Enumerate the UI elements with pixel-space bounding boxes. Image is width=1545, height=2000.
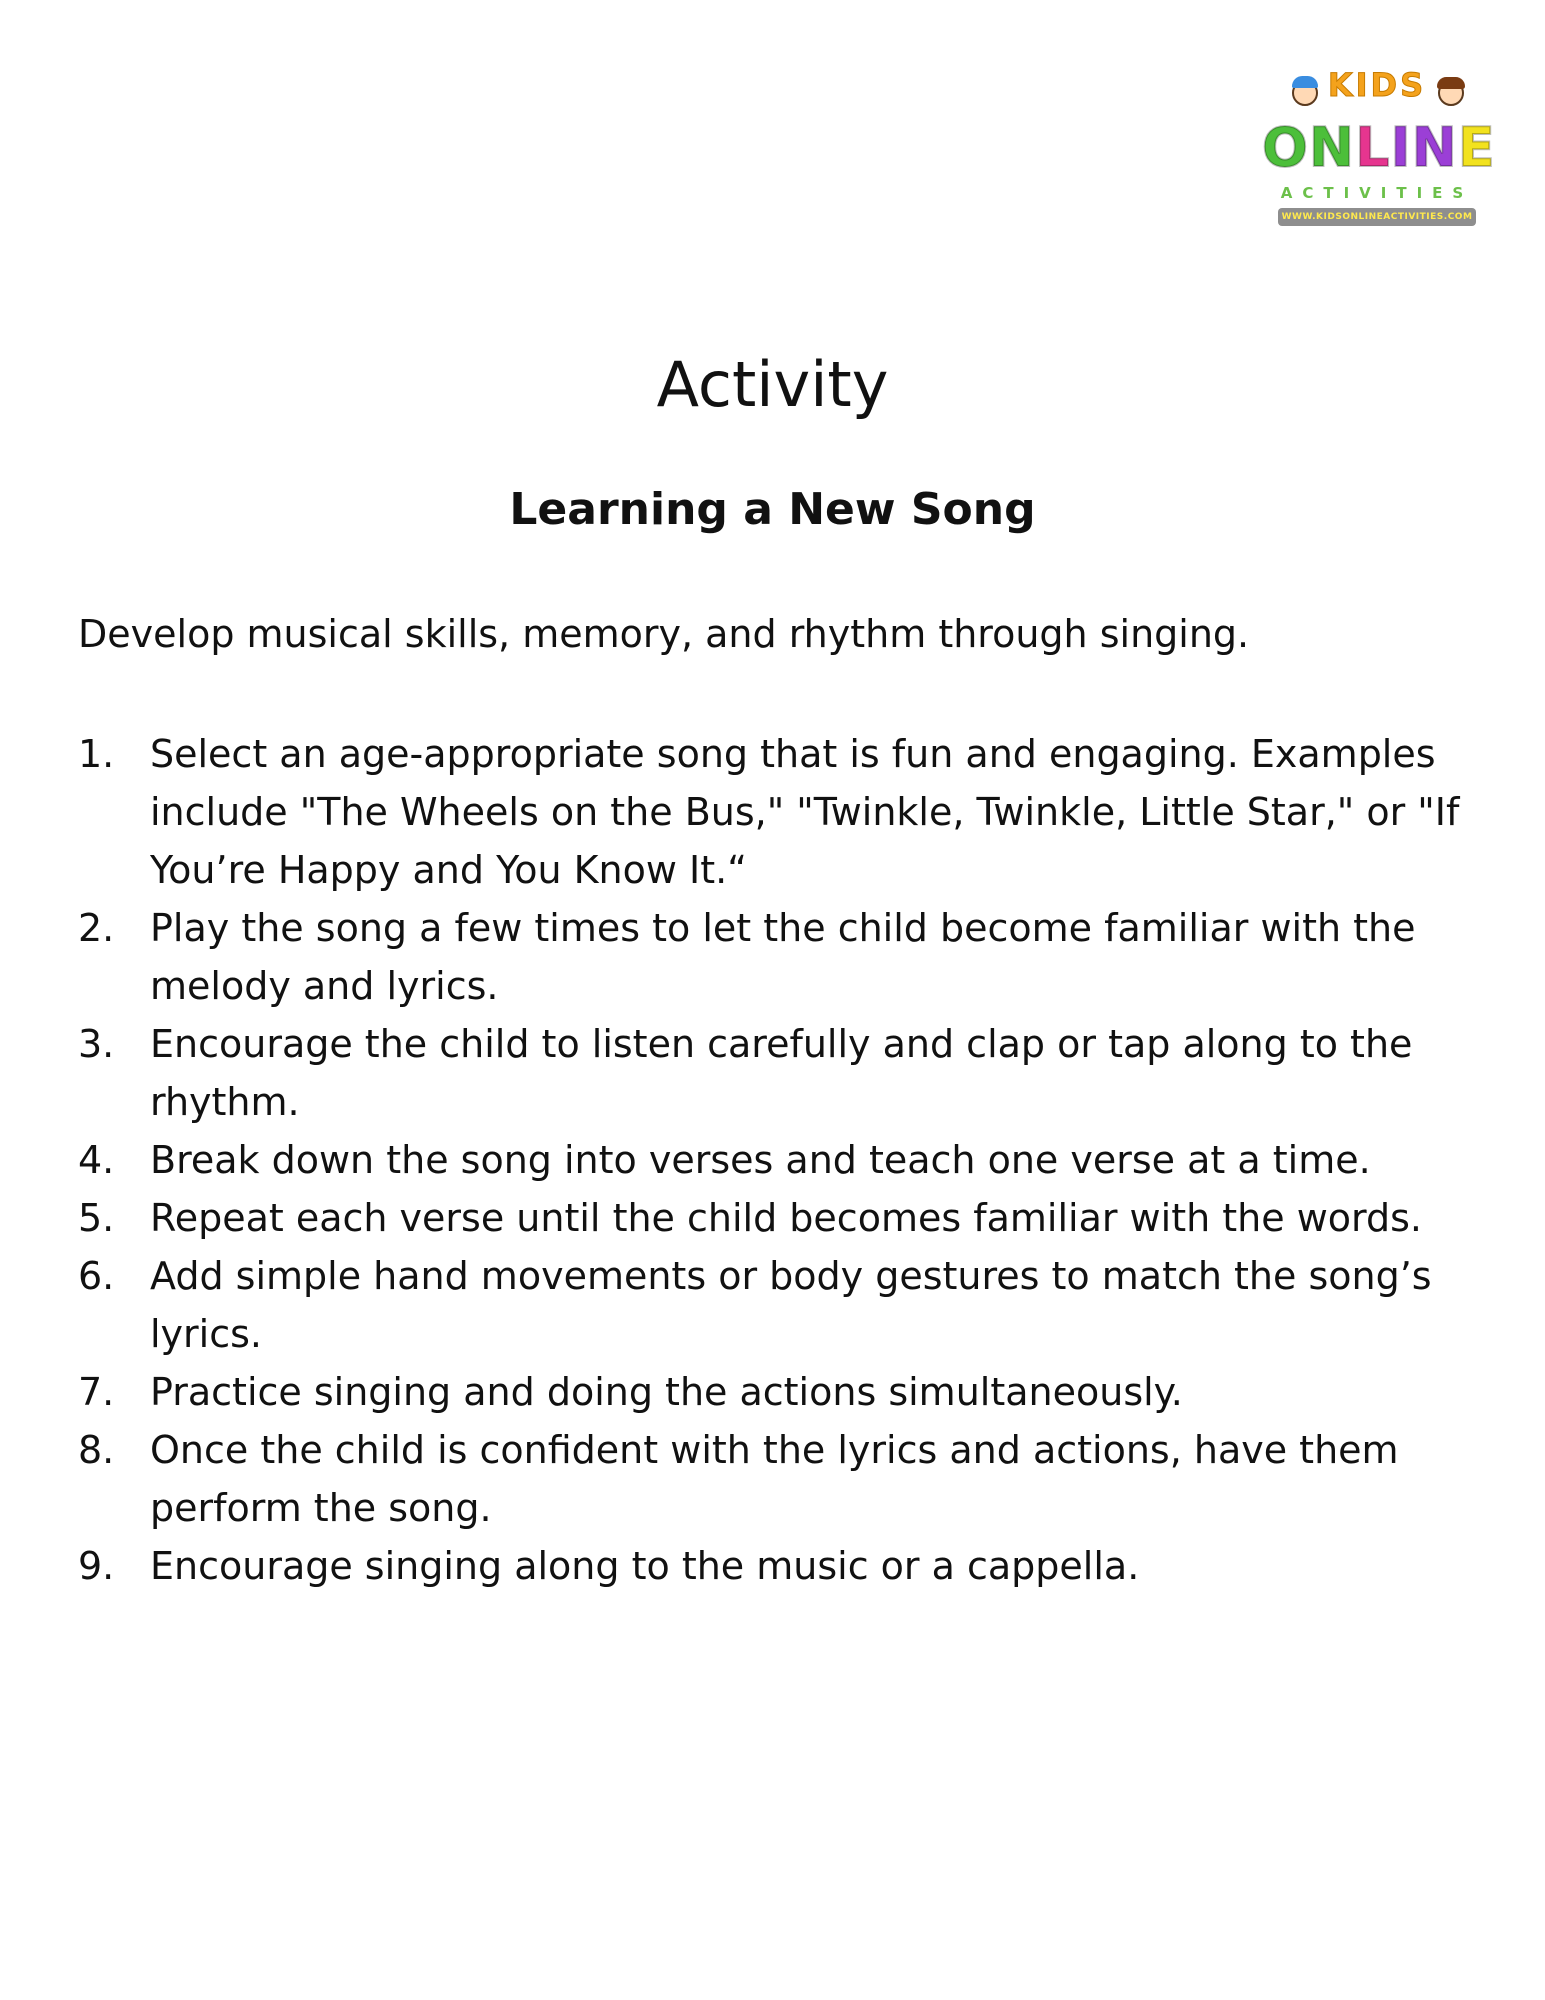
logo-online-letter: N bbox=[1308, 116, 1356, 179]
kids-online-activities-logo bbox=[1262, 66, 1496, 238]
step-number: 6. bbox=[78, 1254, 115, 1298]
logo-url-badge: WWW.KIDSONLINEACTIVITIES.COM bbox=[1278, 208, 1476, 226]
step-text: Once the child is confident with the lyrics and actions, have them perform the song. bbox=[150, 1428, 1399, 1530]
boy-face-icon bbox=[1292, 80, 1318, 106]
logo-kids-text: KIDS bbox=[1327, 66, 1427, 104]
girl-face-icon bbox=[1438, 80, 1464, 106]
list-item bbox=[78, 1421, 1478, 1537]
step-number: 7. bbox=[78, 1370, 115, 1414]
logo-online-letter: O bbox=[1262, 116, 1309, 179]
step-text: Practice singing and doing the actions simultaneously. bbox=[150, 1370, 1183, 1414]
step-number: 8. bbox=[78, 1428, 115, 1472]
step-text: Break down the song into verses and teach one verse at a time. bbox=[150, 1138, 1371, 1182]
step-number: 5. bbox=[78, 1196, 115, 1240]
steps-list bbox=[78, 725, 1478, 1595]
step-text: Encourage singing along to the music or a cappella. bbox=[150, 1544, 1140, 1588]
step-number: 1. bbox=[78, 732, 115, 776]
logo-online-letter: N bbox=[1411, 116, 1458, 179]
list-item bbox=[78, 899, 1478, 1015]
logo-online-letter: I bbox=[1390, 116, 1412, 179]
logo-online-letter: E bbox=[1457, 116, 1496, 179]
logo-online-text bbox=[1262, 116, 1496, 180]
logo-online-letter: L bbox=[1355, 116, 1391, 179]
list-item bbox=[78, 1189, 1478, 1247]
step-text: Add simple hand movements or body gestures to match the song’s lyrics. bbox=[150, 1254, 1432, 1356]
activity-subtitle: Learning a New Song bbox=[509, 484, 1036, 535]
list-item bbox=[78, 1131, 1478, 1189]
list-item bbox=[78, 725, 1478, 899]
intro-text: Develop musical skills, memory, and rhythm through singing. bbox=[78, 612, 1250, 656]
step-number: 3. bbox=[78, 1022, 115, 1066]
logo-activities-text: ACTIVITIES bbox=[1280, 184, 1474, 202]
list-item bbox=[78, 1247, 1478, 1363]
step-number: 9. bbox=[78, 1544, 115, 1588]
step-text: Play the song a few times to let the child become familiar with the melody and lyrics. bbox=[150, 906, 1416, 1008]
step-text: Encourage the child to listen carefully and clap or tap along to the rhythm. bbox=[150, 1022, 1413, 1124]
list-item bbox=[78, 1537, 1478, 1595]
page-title: Activity bbox=[656, 348, 889, 421]
list-item bbox=[78, 1363, 1478, 1421]
step-number: 4. bbox=[78, 1138, 115, 1182]
step-text: Repeat each verse until the child becomes familiar with the words. bbox=[150, 1196, 1422, 1240]
step-text: Select an age-appropriate song that is fun and engaging. Examples include "The Wheels on the Bus," "Twinkle, Twinkle, Little Star," or "If You’re Happy and You Know It.“ bbox=[150, 732, 1460, 892]
step-number: 2. bbox=[78, 906, 115, 950]
list-item bbox=[78, 1015, 1478, 1131]
